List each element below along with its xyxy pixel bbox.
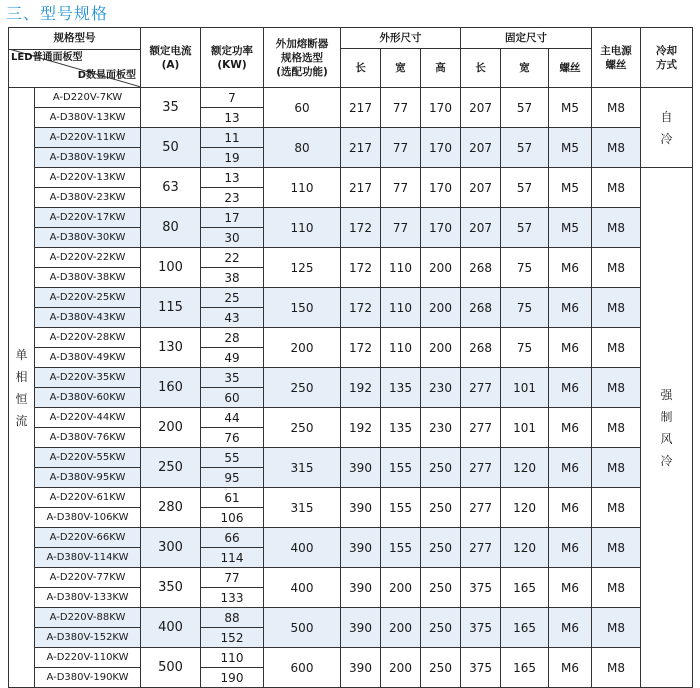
mount-width-cell: 57 — [501, 128, 549, 168]
table-row — [9, 208, 693, 228]
led-panel-label: LED普通面板型 — [11, 51, 83, 63]
table-row — [9, 488, 693, 508]
mount-width-cell: 165 — [501, 568, 549, 608]
cooling-char: 风 — [660, 431, 673, 446]
dim-height-cell: 250 — [421, 448, 461, 488]
dim-length-cell: 390 — [341, 448, 381, 488]
rated-power-cell: 28 — [201, 328, 264, 348]
dim-length-cell: 172 — [341, 208, 381, 248]
model-cell: A-D380V-106KW — [35, 508, 141, 528]
mount-length-cell: 375 — [461, 648, 501, 688]
dim-height-cell: 250 — [421, 648, 461, 688]
mount-width-cell: 75 — [501, 328, 549, 368]
main-screw-cell: M8 — [592, 168, 641, 208]
mount-width-cell: 165 — [501, 608, 549, 648]
rated-power-cell: 55 — [201, 448, 264, 468]
main-screw-cell: M8 — [592, 608, 641, 648]
dim-height-cell: 250 — [421, 608, 461, 648]
rated-current-cell: 400 — [141, 608, 201, 648]
mount-screw-cell: M6 — [549, 488, 592, 528]
dim-height-cell: 230 — [421, 368, 461, 408]
fuse-cell: 400 — [264, 568, 341, 608]
model-cell: A-D380V-76KW — [35, 428, 141, 448]
fuse-cell: 150 — [264, 288, 341, 328]
rated-power-cell: 22 — [201, 248, 264, 268]
mount-length-cell: 207 — [461, 208, 501, 248]
rated-power-cell: 77 — [201, 568, 264, 588]
table-row — [9, 288, 693, 308]
fuse-cell: 110 — [264, 208, 341, 248]
spec-model-header — [9, 28, 141, 88]
mount-screw-cell: M6 — [549, 648, 592, 688]
mount-length-cell: 277 — [461, 368, 501, 408]
model-cell: A-D220V-44KW — [35, 408, 141, 428]
model-cell: A-D380V-23KW — [35, 188, 141, 208]
dim-height-cell: 170 — [421, 168, 461, 208]
mount-length-cell: 375 — [461, 608, 501, 648]
mount-length-cell: 277 — [461, 488, 501, 528]
main-screw-cell: M8 — [592, 568, 641, 608]
rated-power-cell: 25 — [201, 288, 264, 308]
fuse-cell: 125 — [264, 248, 341, 288]
dim-length-cell: 390 — [341, 568, 381, 608]
mount-length-cell: 277 — [461, 408, 501, 448]
mount-screw-cell: M6 — [549, 248, 592, 288]
table-row — [9, 608, 693, 628]
mount-width-cell: 120 — [501, 488, 549, 528]
rated-power-cell: 110 — [201, 648, 264, 668]
phase-char: 恒 — [15, 391, 28, 406]
table-row — [9, 568, 693, 588]
model-cell: A-D220V-13KW — [35, 168, 141, 188]
dim-width-cell: 110 — [381, 328, 421, 368]
rated-current-cell: 63 — [141, 168, 201, 208]
main-screw-cell: M8 — [592, 488, 641, 528]
mount-screw-cell: M6 — [549, 368, 592, 408]
dim-height-cell: 170 — [421, 88, 461, 128]
model-cell: A-D220V-88KW — [35, 608, 141, 628]
main-screw-cell: M8 — [592, 208, 641, 248]
digital-panel-label: D数显面板型 — [77, 69, 136, 81]
dim-length-cell: 390 — [341, 648, 381, 688]
rated-power-cell: 30 — [201, 228, 264, 248]
dimensions-header: 外形尺寸 — [341, 28, 461, 49]
fuse-header: 外加熔断器 规格选型 (选配功能) — [264, 28, 341, 88]
model-cell: A-D380V-133KW — [35, 588, 141, 608]
dim-height-cell: 250 — [421, 568, 461, 608]
table-row — [9, 248, 693, 268]
model-cell: A-D380V-19KW — [35, 148, 141, 168]
dim-length-cell: 172 — [341, 288, 381, 328]
rated-current-cell: 130 — [141, 328, 201, 368]
model-cell: A-D220V-22KW — [35, 248, 141, 268]
fuse-cell: 200 — [264, 328, 341, 368]
rated-current-cell: 115 — [141, 288, 201, 328]
dim-length-header: 长 — [341, 49, 381, 88]
mount-length-cell: 375 — [461, 568, 501, 608]
rated-current-cell: 300 — [141, 528, 201, 568]
main-screw-header: 主电源 螺丝 — [592, 28, 641, 88]
main-screw-cell: M8 — [592, 328, 641, 368]
rated-power-cell: 66 — [201, 528, 264, 548]
main-screw-cell: M8 — [592, 128, 641, 168]
main-screw-cell: M8 — [592, 288, 641, 328]
mount-screw-cell: M6 — [549, 568, 592, 608]
dim-length-cell: 217 — [341, 128, 381, 168]
model-cell: A-D380V-38KW — [35, 268, 141, 288]
dim-height-cell: 170 — [421, 208, 461, 248]
dim-length-cell: 172 — [341, 248, 381, 288]
rated-current-cell: 200 — [141, 408, 201, 448]
table-row — [9, 168, 693, 188]
model-cell: A-D380V-43KW — [35, 308, 141, 328]
mount-screw-cell: M6 — [549, 528, 592, 568]
dim-height-cell: 200 — [421, 288, 461, 328]
main-screw-cell: M8 — [592, 408, 641, 448]
rated-current-cell: 50 — [141, 128, 201, 168]
phase-label — [9, 88, 35, 688]
section-title: 三、型号规格 — [6, 4, 109, 23]
rated-power-cell: 114 — [201, 548, 264, 568]
mount-width-cell: 57 — [501, 88, 549, 128]
mount-screw-cell: M6 — [549, 288, 592, 328]
model-cell: A-D220V-35KW — [35, 368, 141, 388]
mount-width-cell: 101 — [501, 368, 549, 408]
dim-height-cell: 200 — [421, 248, 461, 288]
dim-length-cell: 217 — [341, 168, 381, 208]
rated-power-cell: 61 — [201, 488, 264, 508]
mount-length-cell: 268 — [461, 248, 501, 288]
rated-current-cell: 350 — [141, 568, 201, 608]
dim-width-cell: 77 — [381, 88, 421, 128]
model-cell: A-D380V-13KW — [35, 108, 141, 128]
cooling-char: 冷 — [660, 453, 673, 468]
mount-width-cell: 75 — [501, 248, 549, 288]
rated-power-cell: 60 — [201, 388, 264, 408]
rated-power-cell: 49 — [201, 348, 264, 368]
fuse-cell: 400 — [264, 528, 341, 568]
dim-length-cell: 217 — [341, 88, 381, 128]
rated-power-cell: 13 — [201, 108, 264, 128]
rated-power-header: 额定功率 (KW) — [201, 28, 264, 88]
model-cell: A-D380V-30KW — [35, 228, 141, 248]
table-row — [9, 528, 693, 548]
rated-power-cell: 35 — [201, 368, 264, 388]
mount-length-cell: 207 — [461, 168, 501, 208]
rated-power-cell: 190 — [201, 668, 264, 688]
main-screw-cell: M8 — [592, 528, 641, 568]
table-row — [9, 408, 693, 428]
dim-width-cell: 200 — [381, 608, 421, 648]
rated-power-cell: 88 — [201, 608, 264, 628]
dim-width-cell: 77 — [381, 128, 421, 168]
dim-length-cell: 390 — [341, 528, 381, 568]
rated-power-cell: 23 — [201, 188, 264, 208]
rated-power-cell: 152 — [201, 628, 264, 648]
model-cell: A-D380V-114KW — [35, 548, 141, 568]
cooling-forced-cell — [641, 168, 693, 688]
table-row — [9, 128, 693, 148]
rated-current-header: 额定电流 (A) — [141, 28, 201, 88]
mount-width-cell: 120 — [501, 528, 549, 568]
cooling-char: 冷 — [660, 131, 673, 146]
mount-width-cell: 165 — [501, 648, 549, 688]
model-cell: A-D220V-110KW — [35, 648, 141, 668]
spec-body — [9, 88, 693, 688]
model-cell: A-D380V-152KW — [35, 628, 141, 648]
fuse-cell: 80 — [264, 128, 341, 168]
cooling-char: 强 — [660, 387, 673, 402]
rated-power-cell: 13 — [201, 168, 264, 188]
table-row — [9, 88, 693, 108]
mount-length-cell: 277 — [461, 448, 501, 488]
mount-width-cell: 57 — [501, 208, 549, 248]
rated-current-cell: 280 — [141, 488, 201, 528]
mount-width-cell: 120 — [501, 448, 549, 488]
spec-table — [8, 27, 693, 688]
rated-current-cell: 100 — [141, 248, 201, 288]
dim-width-cell: 200 — [381, 568, 421, 608]
dim-height-cell: 200 — [421, 328, 461, 368]
model-cell: A-D380V-60KW — [35, 388, 141, 408]
model-cell: A-D220V-55KW — [35, 448, 141, 468]
model-cell: A-D220V-11KW — [35, 128, 141, 148]
fuse-cell: 250 — [264, 368, 341, 408]
rated-current-cell: 250 — [141, 448, 201, 488]
mount-width-cell: 101 — [501, 408, 549, 448]
cooling-char: 制 — [660, 409, 673, 424]
mount-screw-cell: M6 — [549, 608, 592, 648]
fuse-cell: 315 — [264, 448, 341, 488]
rated-power-cell: 38 — [201, 268, 264, 288]
dim-width-cell: 77 — [381, 168, 421, 208]
dim-width-cell: 110 — [381, 248, 421, 288]
dim-width-cell: 155 — [381, 448, 421, 488]
dim-height-cell: 230 — [421, 408, 461, 448]
dim-height-cell: 250 — [421, 488, 461, 528]
table-row — [9, 648, 693, 668]
dim-height-cell: 250 — [421, 528, 461, 568]
mount-length-cell: 268 — [461, 288, 501, 328]
rated-power-cell: 11 — [201, 128, 264, 148]
dim-width-cell: 110 — [381, 288, 421, 328]
mount-width-header: 宽 — [501, 49, 549, 88]
fuse-cell: 110 — [264, 168, 341, 208]
fuse-cell: 600 — [264, 648, 341, 688]
cooling-self-cell — [641, 88, 693, 168]
dim-height-header: 高 — [421, 49, 461, 88]
rated-current-cell: 160 — [141, 368, 201, 408]
rated-power-cell: 95 — [201, 468, 264, 488]
mount-screw-cell: M6 — [549, 328, 592, 368]
phase-char: 流 — [15, 413, 28, 428]
phase-char: 相 — [15, 369, 28, 384]
fuse-cell: 250 — [264, 408, 341, 448]
dim-width-cell: 77 — [381, 208, 421, 248]
model-cell: A-D220V-28KW — [35, 328, 141, 348]
rated-power-cell: 43 — [201, 308, 264, 328]
model-cell: A-D220V-25KW — [35, 288, 141, 308]
mount-screw-cell: M5 — [549, 88, 592, 128]
dim-height-cell: 170 — [421, 128, 461, 168]
mount-screw-header: 螺丝 — [549, 49, 592, 88]
dim-width-cell: 135 — [381, 408, 421, 448]
fuse-cell: 500 — [264, 608, 341, 648]
rated-current-cell: 80 — [141, 208, 201, 248]
model-cell: A-D380V-190KW — [35, 668, 141, 688]
dim-width-cell: 135 — [381, 368, 421, 408]
dim-length-cell: 192 — [341, 368, 381, 408]
model-cell: A-D220V-17KW — [35, 208, 141, 228]
rated-current-cell: 35 — [141, 88, 201, 128]
phase-char: 单 — [15, 347, 28, 362]
table-row — [9, 448, 693, 468]
rated-power-cell: 7 — [201, 88, 264, 108]
dim-length-cell: 390 — [341, 608, 381, 648]
mount-length-header: 长 — [461, 49, 501, 88]
rated-power-cell: 133 — [201, 588, 264, 608]
table-row — [9, 368, 693, 388]
model-cell: A-D380V-95KW — [35, 468, 141, 488]
main-screw-cell: M8 — [592, 648, 641, 688]
dim-length-cell: 172 — [341, 328, 381, 368]
dim-width-cell: 155 — [381, 528, 421, 568]
mount-length-cell: 207 — [461, 88, 501, 128]
cooling-char: 自 — [660, 109, 673, 124]
table-row — [9, 328, 693, 348]
mount-length-cell: 207 — [461, 128, 501, 168]
cooling-header: 冷却 方式 — [641, 28, 693, 88]
dim-width-header: 宽 — [381, 49, 421, 88]
rated-power-cell: 76 — [201, 428, 264, 448]
mount-screw-cell: M5 — [549, 168, 592, 208]
dim-length-cell: 390 — [341, 488, 381, 528]
spec-model-title: 规格型号 — [53, 31, 96, 44]
model-cell: A-D380V-49KW — [35, 348, 141, 368]
mount-width-cell: 75 — [501, 288, 549, 328]
mount-screw-cell: M6 — [549, 448, 592, 488]
dim-width-cell: 200 — [381, 648, 421, 688]
mount-screw-cell: M5 — [549, 208, 592, 248]
rated-power-cell: 106 — [201, 508, 264, 528]
dim-length-cell: 192 — [341, 408, 381, 448]
main-screw-cell: M8 — [592, 448, 641, 488]
rated-current-cell: 500 — [141, 648, 201, 688]
mount-screw-cell: M6 — [549, 408, 592, 448]
main-screw-cell: M8 — [592, 88, 641, 128]
mount-width-cell: 57 — [501, 168, 549, 208]
rated-power-cell: 19 — [201, 148, 264, 168]
mount-screw-cell: M5 — [549, 128, 592, 168]
rated-power-cell: 17 — [201, 208, 264, 228]
fuse-cell: 60 — [264, 88, 341, 128]
model-cell: A-D220V-61KW — [35, 488, 141, 508]
fuse-cell: 315 — [264, 488, 341, 528]
mount-length-cell: 277 — [461, 528, 501, 568]
main-screw-cell: M8 — [592, 248, 641, 288]
dim-width-cell: 155 — [381, 488, 421, 528]
model-cell: A-D220V-77KW — [35, 568, 141, 588]
rated-power-cell: 44 — [201, 408, 264, 428]
mounting-header: 固定尺寸 — [461, 28, 592, 49]
model-cell: A-D220V-66KW — [35, 528, 141, 548]
model-cell: A-D220V-7KW — [35, 88, 141, 108]
main-screw-cell: M8 — [592, 368, 641, 408]
mount-length-cell: 268 — [461, 328, 501, 368]
